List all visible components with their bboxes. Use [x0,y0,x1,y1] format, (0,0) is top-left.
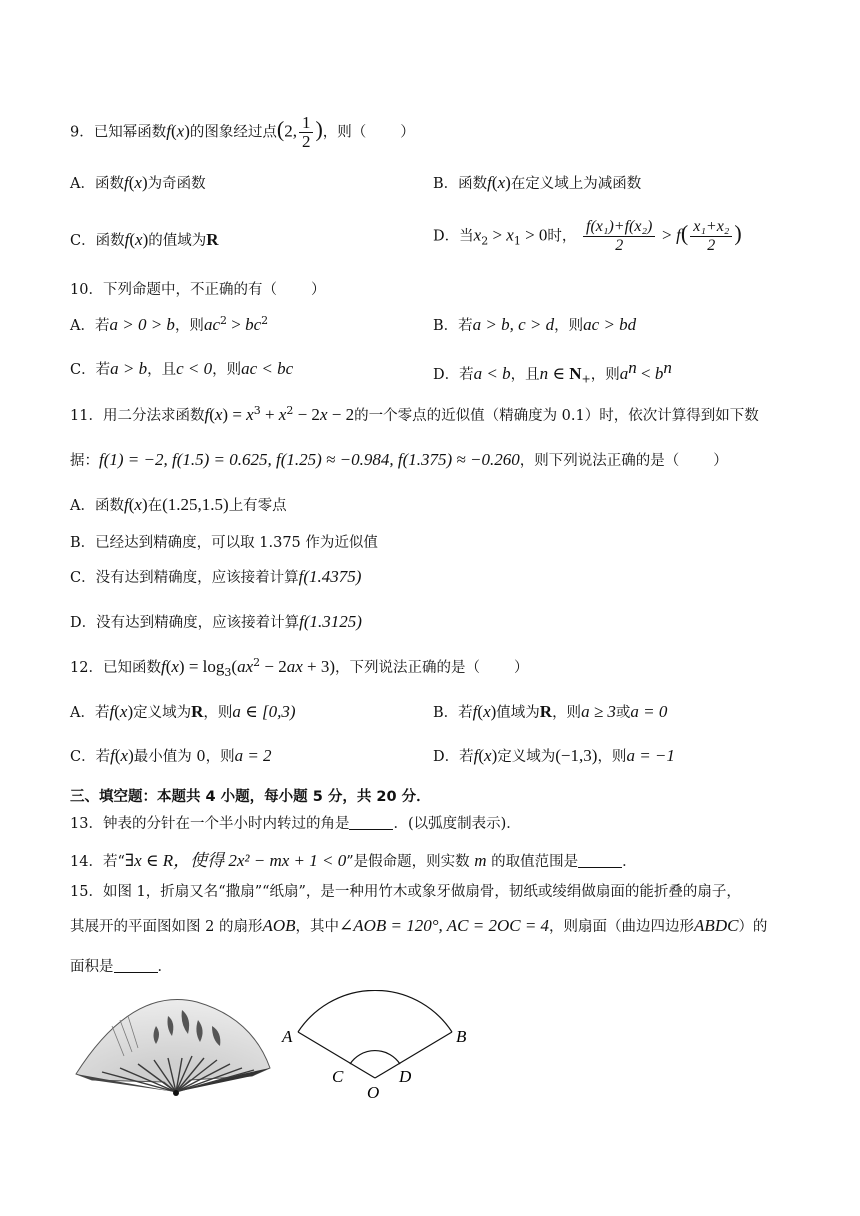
q11-option-c[interactable]: C．没有达到精确度，应该接着计算f(1.4375) [70,567,362,586]
q11-stem-2: 据：f(1) = −2, f(1.5) = 0.625, f(1.25) ≈ −0.984, f(1.375) ≈ −0.260，则下列说法正确的是（ ） [70,450,728,469]
sector-diagram [280,990,480,1104]
q9-option-a[interactable]: A．函数f(x)为奇函数 [70,173,206,192]
q15-line-1: 15．如图 1，折扇又名“撒扇”“纸扇”，是一种用竹木或象牙做扇骨，韧纸或绫绢做扇面的能折叠的扇子， [70,884,741,900]
q14-answer-blank[interactable] [578,853,622,868]
section-3-heading: 三、填空题：本题共 4 小题，每小题 5 分，共 20 分． [70,789,431,805]
q12-option-b[interactable]: B．若f(x)值域为R，则a ≥ 3或a = 0 [433,702,668,721]
q11-option-a[interactable]: A．函数f(x)在(1.25,1.5)上有零点 [70,495,287,514]
label-o: O [367,1083,380,1102]
q10-option-d[interactable]: D．若a < b，且n ∈ $N_+$，则$a^n < b^n$ [433,358,672,386]
q15-line-3: 面积是 ． [70,959,172,975]
q12-option-a[interactable]: A．若f(x)定义域为R，则a ∈ [0,3) [70,702,296,721]
q14: 14．若“∃x ∈ R，使得 2x² − mx + 1 < 0”是假命题，则实数 m 的取值范围是 ． [70,851,637,870]
q13-answer-blank[interactable] [349,815,393,830]
q10-option-a[interactable]: A．若a > 0 > b，则$ac^2 > bc^2$ [70,314,269,334]
label-b: B [456,1027,467,1046]
q9-stem: 9．已知幂函数f(x)的图象经过点(2, $\frac{1}{2}$ )，则（ ） [70,113,415,151]
q11-option-b[interactable]: B．已经达到精确度，可以取 1.375 作为近似值 [70,535,378,551]
q11-option-d[interactable]: D．没有达到精确度，应该接着计算f(1.3125) [70,612,362,631]
label-a: A [282,1027,293,1046]
q9-option-b[interactable]: B．函数f(x)在定义域上为减函数 [433,173,642,192]
q10-option-c[interactable]: C．若a > b，且c < 0，则ac < bc [70,359,294,378]
q15-answer-blank[interactable] [114,958,158,973]
q10-option-b[interactable]: B．若a > b, c > d，则ac > bd [433,315,637,334]
q12-stem: 12．已知函数$f(x) = \log_3(ax^2 - 2ax + 3)$，下列说法正确的是（ ） [70,656,529,679]
label-c: C [332,1067,344,1086]
q12-option-c[interactable]: C．若f(x)最小值为 0，则a = 2 [70,746,272,765]
q9-option-d[interactable]: D．当$x_2 > x_1 > 0$时， $\frac{\text{f(x₁)+f(x₂)}}{2}$ > f( $\frac{\text{x₁+x₂}}{2}$ ) [433,218,742,254]
q11-stem-1: 11．用二分法求函数$f(x) = x^3 + x^2 - 2x - 2$的一个零点的近似值（精确度为 0.1）时，依次计算得到如下数 [70,404,759,424]
q10-stem: 10．下列命题中，不正确的有（ ） [70,282,326,298]
q12-option-d[interactable]: D．若f(x)定义域为(−1,3)，则a = −1 [433,746,675,765]
q13: 13．钟表的分针在一个半小时内转过的角是 ．(以弧度制表示)． [70,816,521,832]
q9-option-c[interactable]: C．函数f(x)的值域为R [70,230,219,249]
q15-line-2: 其展开的平面图如图 2 的扇形AOB，其中∠AOB = 120°, AC = 2OC = 4，则扇面（曲边四边形ABDC）的 [70,916,768,935]
label-d: D [399,1067,412,1086]
folding-fan-image [72,996,272,1098]
